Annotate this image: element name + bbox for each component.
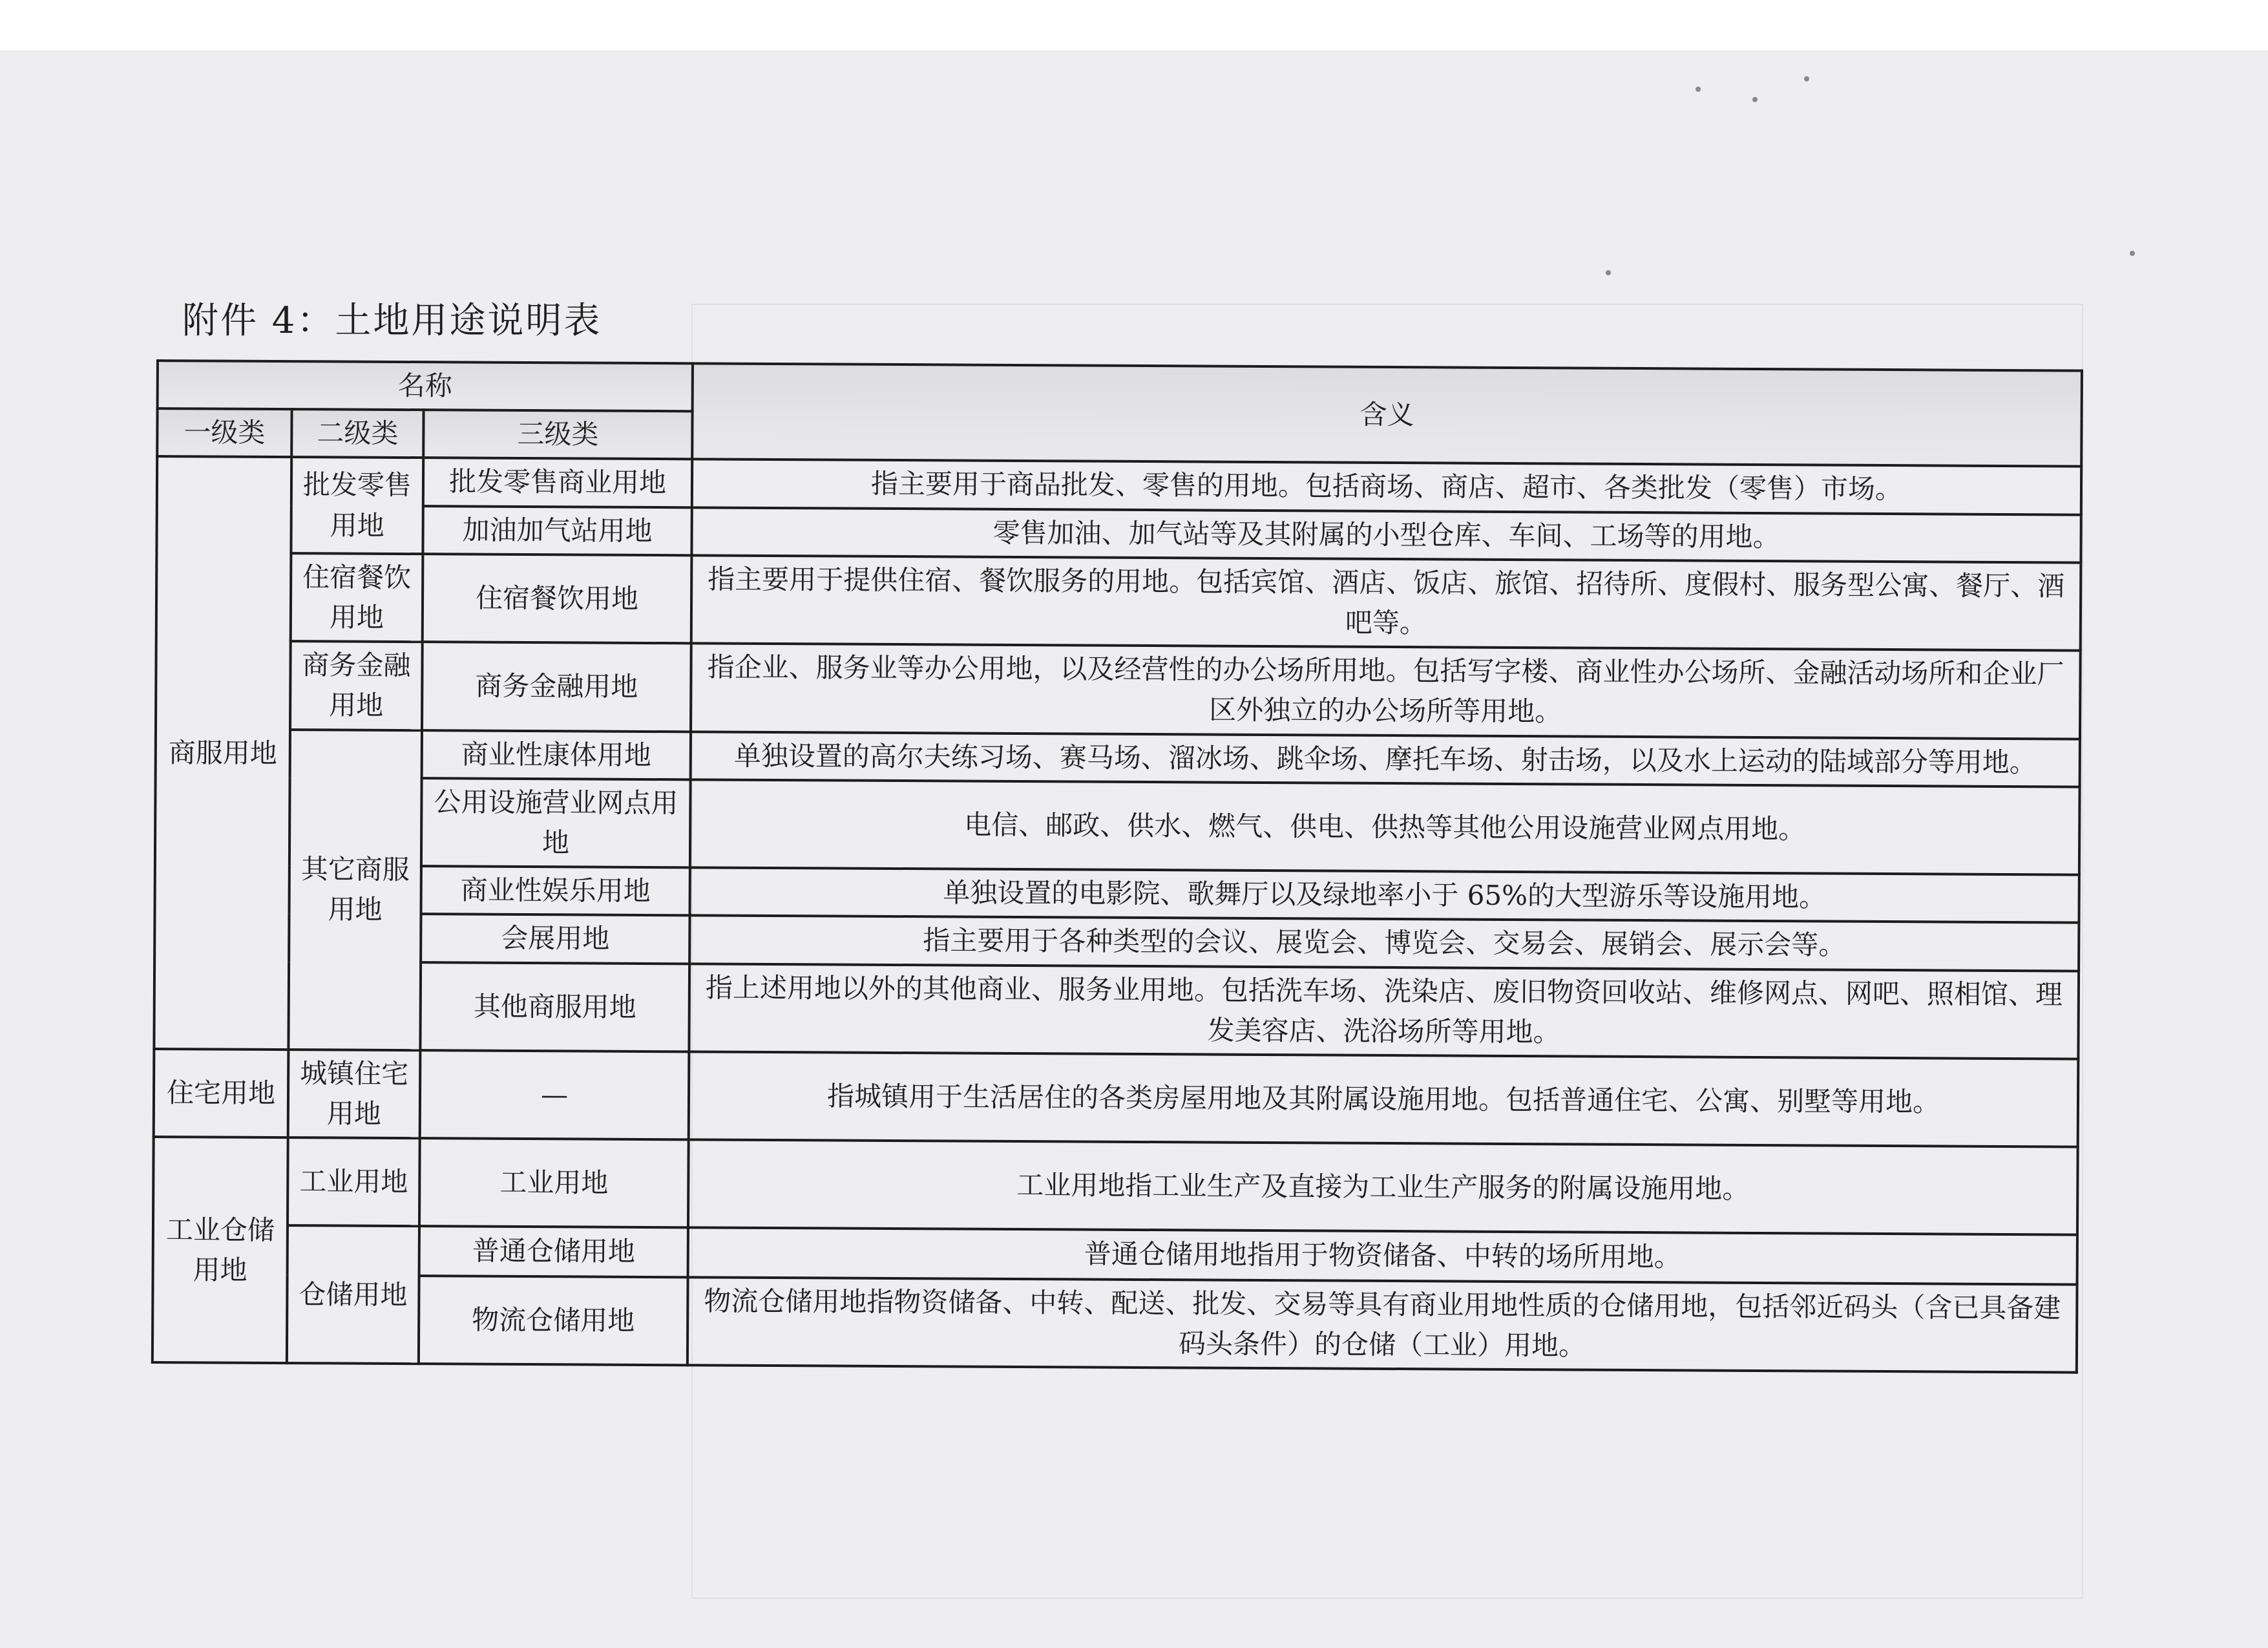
level3-cell: —: [420, 1050, 689, 1140]
level3-cell: 商业性娱乐用地: [421, 866, 690, 915]
scan-speck: [1804, 76, 1809, 81]
meaning-cell: 单独设置的高尔夫练习场、赛马场、溜冰场、跳伞场、摩托车场、射击场，以及水上运动的陆域部分等用地。: [691, 732, 2080, 787]
meaning-cell: 普通仓储用地指用于物资储备、中转的场所用地。: [688, 1228, 2077, 1284]
meaning-cell: 指主要用于各种类型的会议、展览会、博览会、交易会、展销会、展示会等。: [689, 916, 2079, 971]
level1-cell: 住宅用地: [154, 1049, 289, 1137]
meaning-cell: 指上述用地以外的其他商业、服务业用地。包括洗车场、洗染店、废旧物资回收站、维修网点、网吧、照相馆、理发美容店、洗浴场所等用地。: [689, 964, 2079, 1059]
level3-cell: 批发零售商业用地: [423, 458, 692, 507]
level2-cell: 住宿餐饮用地: [291, 553, 423, 642]
land-use-table: [151, 359, 2083, 1374]
level2-cell: 工业用地: [288, 1137, 420, 1226]
table-row: [156, 553, 2081, 651]
table-row: [156, 640, 2081, 739]
level2-cell: 批发零售用地: [291, 458, 423, 554]
header-level3: 三级类: [423, 410, 692, 459]
table-row: [152, 1274, 2077, 1372]
meaning-cell: 单独设置的电影院、歌舞厅以及绿地率小于 65%的大型游乐等设施用地。: [690, 868, 2079, 923]
level2-cell: 其它商服用地: [288, 730, 422, 1050]
level3-cell: 加油加气站用地: [423, 506, 691, 555]
level3-cell: 商业性康体用地: [422, 730, 691, 779]
level3-cell: 住宿餐饮用地: [423, 554, 692, 644]
meaning-cell: 指城镇用于生活居住的各类房屋用地及其附属设施用地。包括普通住宅、公寓、别墅等用地。: [689, 1051, 2079, 1147]
level3-cell: 物流仓储用地: [419, 1276, 688, 1366]
level3-cell: 商务金融用地: [422, 642, 691, 732]
level1-cell: 工业仓储用地: [152, 1137, 288, 1363]
meaning-cell: 指企业、服务业等办公用地，以及经营性的办公场所用地。包括写字楼、商业性办公场所、金融活动场所和企业厂区外独立的办公场所等用地。: [691, 644, 2081, 739]
table-row: [155, 777, 2080, 875]
scan-top-margin: [0, 0, 2268, 50]
header-level2: 二级类: [291, 409, 423, 458]
table-row: [154, 961, 2079, 1059]
header-name: 名称: [158, 361, 693, 412]
table-row: [153, 1137, 2078, 1235]
header-level1: 一级类: [157, 408, 291, 457]
level2-cell: 城镇住宅用地: [288, 1050, 421, 1138]
meaning-cell: 指主要用于提供住宿、餐饮服务的用地。包括宾馆、酒店、饭店、旅馆、招待所、度假村、服务型公寓、餐厅、酒吧等。: [691, 555, 2081, 651]
scan-speck: [1696, 87, 1701, 92]
level3-cell: 其他商服用地: [420, 962, 689, 1052]
meaning-cell: 物流仓储用地指物资储备、中转、配送、批发、交易等具有商业用地性质的仓储用地，包括邻近码头（含已具备建码头条件）的仓储（工业）用地。: [688, 1277, 2077, 1373]
level2-cell: 仓储用地: [287, 1226, 419, 1364]
meaning-cell: 零售加油、加气站等及其附属的小型仓库、车间、工场等的用地。: [691, 507, 2081, 562]
meaning-cell: 电信、邮政、供水、燃气、供电、供热等其他公用设施营业网点用地。: [690, 779, 2080, 875]
table-row: [154, 1049, 2079, 1147]
page-title: 附件 4：土地用途说明表: [182, 300, 602, 342]
level3-cell: 公用设施营业网点用地: [421, 778, 691, 868]
level2-cell: 商务金融用地: [290, 641, 423, 730]
scan-speck: [1606, 270, 1611, 275]
level3-cell: 会展用地: [421, 914, 689, 964]
scan-speck: [2130, 251, 2135, 256]
header-meaning: 含义: [692, 363, 2082, 467]
level1-cell: 商服用地: [154, 456, 291, 1050]
meaning-cell: 工业用地指工业生产及直接为工业生产服务的附属设施用地。: [688, 1140, 2078, 1235]
scan-speck: [1752, 97, 1758, 102]
level3-cell: 工业用地: [419, 1139, 689, 1228]
level3-cell: 普通仓储用地: [419, 1227, 688, 1277]
meaning-cell: 指主要用于商品批发、零售的用地。包括商场、商店、超市、各类批发（零售）市场。: [692, 460, 2081, 514]
